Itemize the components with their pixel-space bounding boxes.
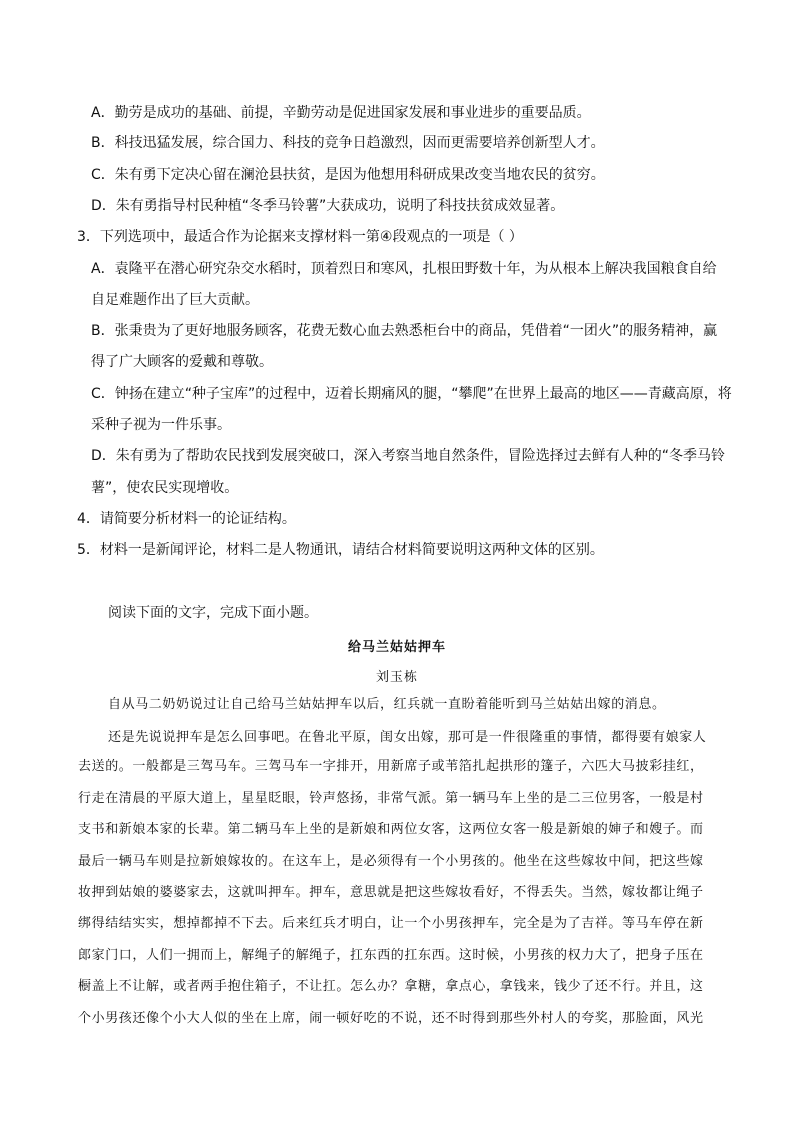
q2-option-d: D．朱有勇指导村民种植“冬季马铃薯”大获成功，说明了科技扶贫成效显著。 (91, 198, 565, 214)
q3-option-d-line1: D．朱有勇为了帮助农民找到发展突破口，深入考察当地自然条件，冒险选择过去鲜有人种的“冬季马铃 (91, 448, 726, 464)
story-line-5: 支书和新娘本家的长辈。第二辆马车上坐的是新娘和两位女客，这两位女客一般是新娘的婶子和嫂子。而 (78, 822, 704, 837)
q3-stem: 3．下列选项中，最适合作为论据来支撑材料一第④段观点的一项是（ ） (77, 229, 523, 245)
q2-option-b: B．科技迅猛发展，综合国力、科技的竞争日趋激烈，因而更需要培养创新型人才。 (91, 135, 605, 151)
story-line-6: 最后一辆马车则是拉新娘嫁妆的。在这车上，是必须得有一个小男孩的。他坐在这些嫁妆中间，把这些嫁 (78, 854, 704, 869)
story-line-7: 妆押到姑娘的婆婆家去，这就叫押车。押车，意思就是把这些嫁妆看好，不得丢失。当然，嫁妆都让绳子 (78, 885, 704, 900)
reading-intro: 阅读下面的文字，完成下面小题。 (108, 605, 318, 621)
q5-text: 5．材料一是新闻评论，材料二是人物通讯，请结合材料简要说明这两种文体的区别。 (77, 542, 604, 558)
story-line-4: 行走在清晨的平原大道上，星星眨眼，铃声悠扬，非常气派。第一辆马车上坐的是二三位男客，一般是村 (78, 791, 704, 806)
story-line-9: 郎家门口，人们一拥而上，解绳子的解绳子，扛东西的扛东西。这时候，小男孩的权力大了，把身子压在 (78, 948, 704, 963)
story-author: 刘玉栋 (375, 670, 418, 685)
story-line-10: 橱盖上不让解，或者两手抱住箱子，不让扛。怎么办？拿糖，拿点心，拿钱来，钱少了还不行。并且，这 (78, 979, 704, 994)
q3-option-d-line2: 薯”，使农民实现增收。 (91, 480, 239, 496)
q3-option-a-line1: A．袁隆平在潜心研究杂交水稻时，顶着烈日和寒风，扎根田野数十年，为从根本上解决我国粮食自给 (91, 261, 717, 277)
q3-option-c-line2: 采种子视为一件乐事。 (91, 417, 231, 433)
story-title: 给马兰姑姑押车 (347, 640, 446, 655)
story-line-11: 个小男孩还像个小大人似的坐在上席，闹一顿好吃的不说，还不时得到那些外村人的夸奖，那脸面，风光 (78, 1011, 704, 1026)
q3-option-b-line1: B．张秉贵为了更好地服务顾客，花费无数心血去熟悉柜台中的商品，凭借着“一团火”的服务精神，赢 (91, 323, 718, 339)
story-line-1: 自从马二奶奶说过让自己给马兰姑姑押车以后，红兵就一直盼着能听到马兰姑姑出嫁的消息。 (108, 697, 666, 712)
story-line-8: 绑得结结实实，想掉都掉不下去。后来红兵才明白，让一个小男孩押车，完全是为了吉祥。等马车停在新 (78, 916, 704, 931)
q2-option-a: A．勤劳是成功的基础、前提，辛勤劳动是促进国家发展和事业进步的重要品质。 (91, 105, 591, 121)
story-line-2: 还是先说说押车是怎么回事吧。在鲁北平原，闺女出嫁，那可是一件很隆重的事情，都得要有娘家人 (108, 730, 707, 745)
q3-option-b-line2: 得了广大顾客的爱戴和尊敬。 (91, 354, 273, 370)
q2-option-c: C．朱有勇下定决心留在澜沧县扶贫，是因为他想用科研成果改变当地农民的贫穷。 (91, 167, 605, 183)
q3-option-c-line1: C．钟扬在建立“种子宝库”的过程中，迈着长期痛风的腿，“攀爬”在世界上最高的地区——青藏高原，将 (91, 386, 732, 402)
q4-text: 4．请简要分析材料一的论证结构。 (77, 511, 296, 527)
q3-option-a-line2: 自足难题作出了巨大贡献。 (91, 292, 259, 308)
story-line-3: 去送的。一般都是三驾马车。三驾马车一字排开，用新席子或苇箔扎起拱形的篷子，六匹大马披彩挂红， (78, 759, 704, 774)
